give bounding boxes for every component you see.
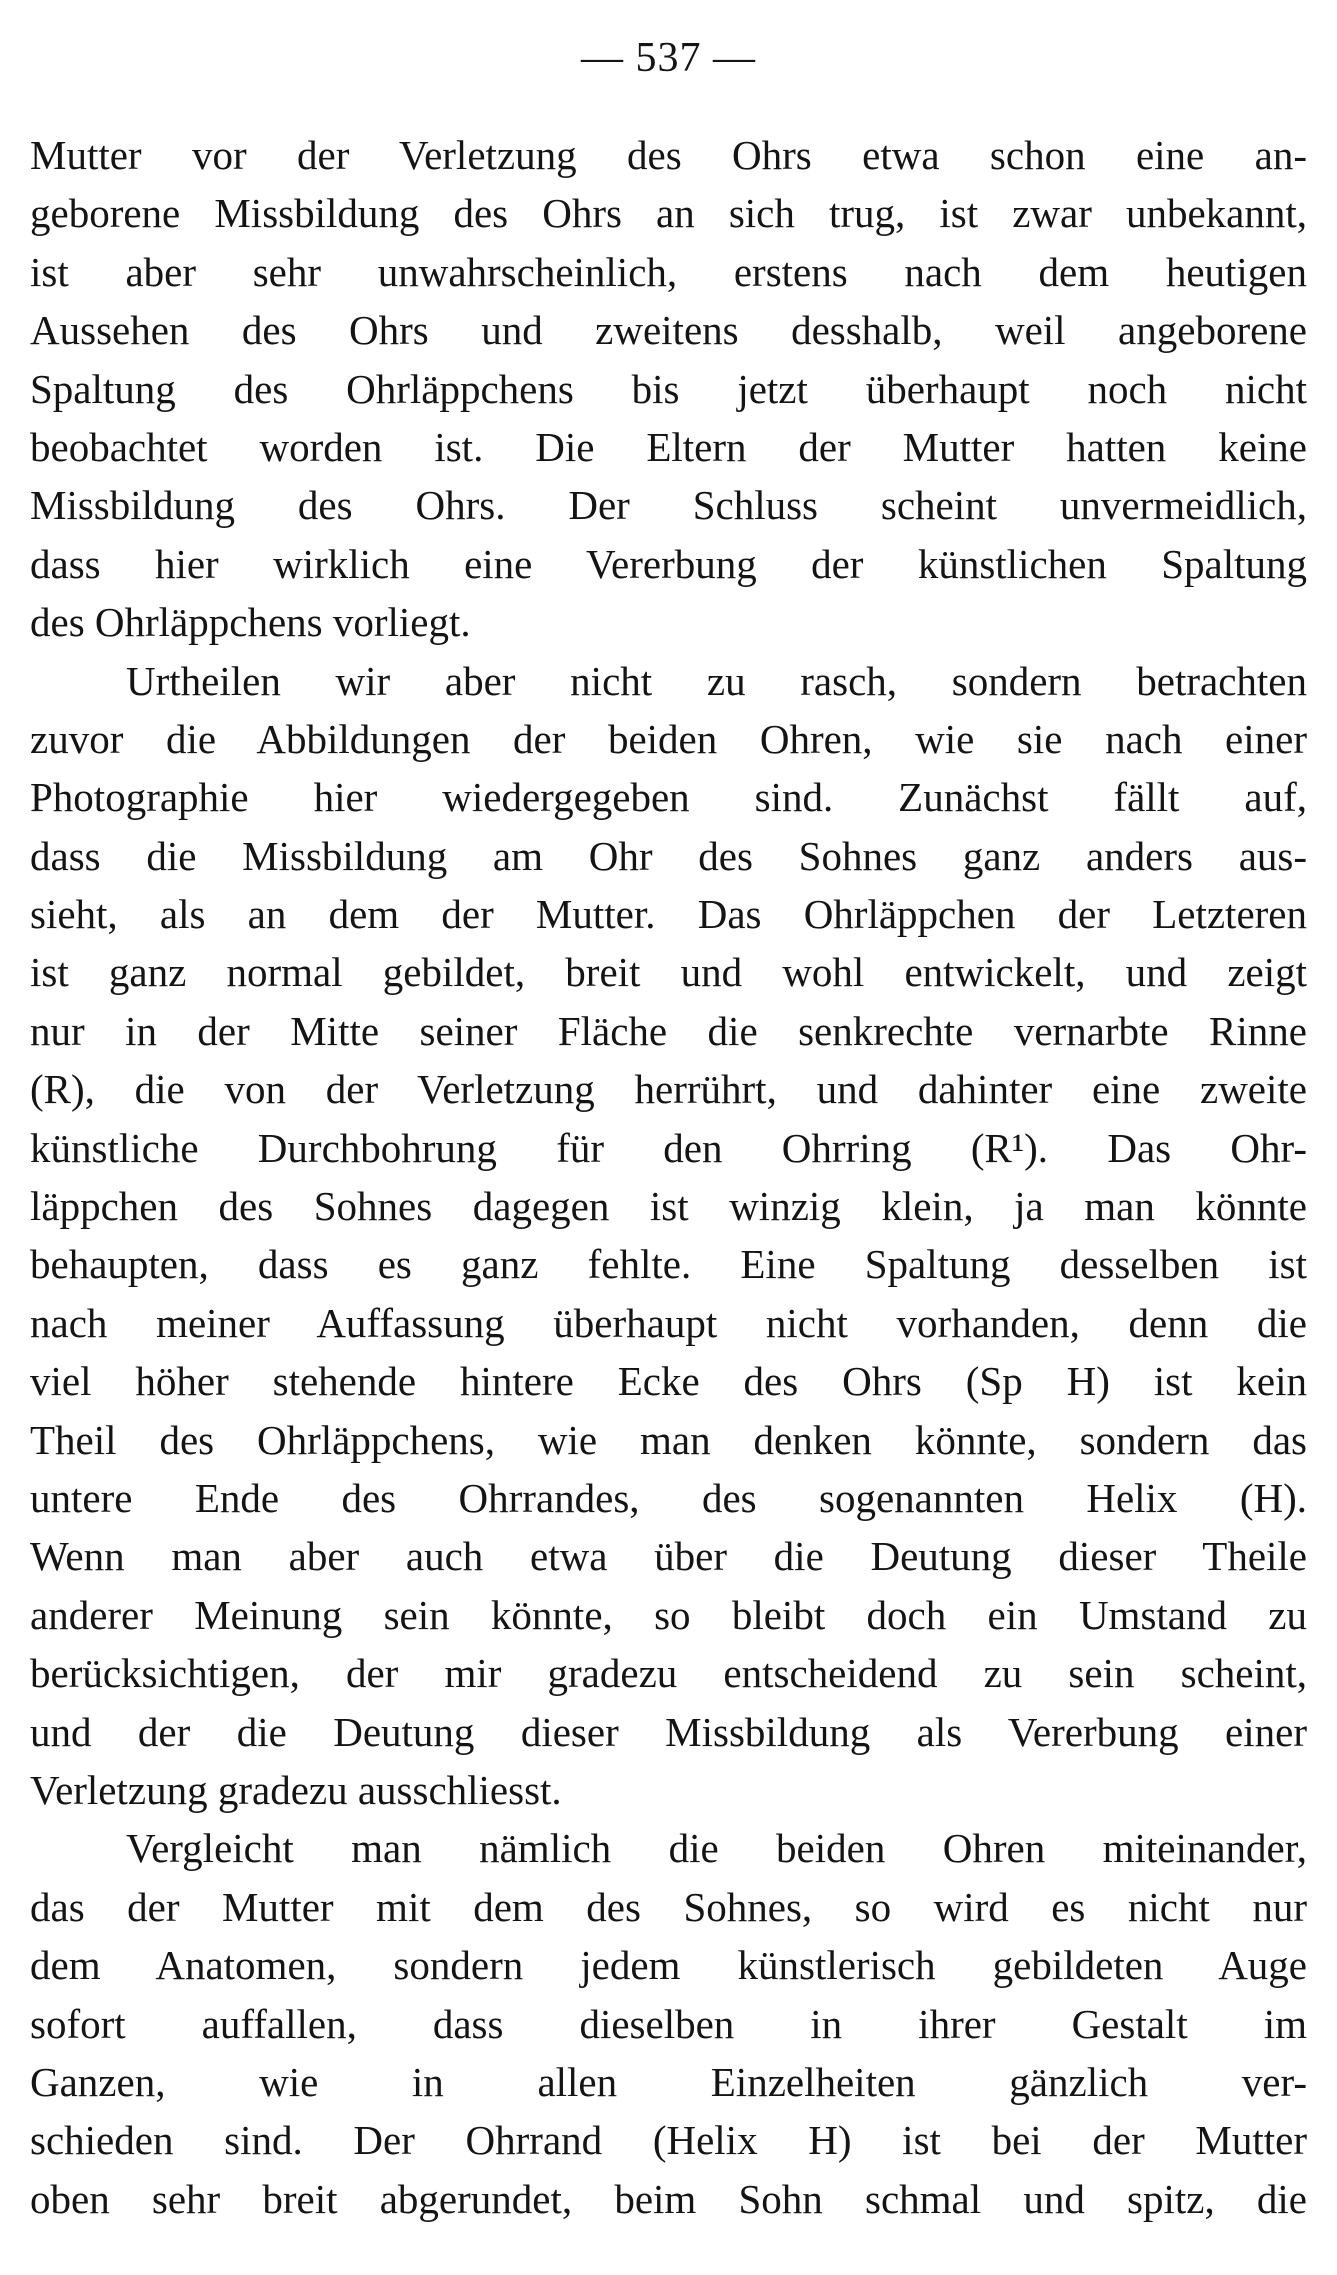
text-line: läppchen des Sohnes dagegen ist winzig klein, ja man könnte — [30, 1183, 1307, 1230]
body-text — [30, 126, 1307, 2228]
text-line: sieht, als an dem der Mutter. Das Ohrläppchen der Letzteren — [30, 891, 1307, 938]
text-line: schieden sind. Der Ohrrand (Helix H) ist bei der Mutter — [30, 2117, 1307, 2164]
text-line: Verletzung gradezu ausschliesst. — [30, 1766, 562, 1813]
paragraph — [30, 652, 1307, 1820]
paragraph — [30, 126, 1307, 652]
text-line: des Ohrläppchens vorliegt. — [30, 599, 471, 646]
text-line: Spaltung des Ohrläppchens bis jetzt überhaupt noch nicht — [30, 365, 1307, 412]
text-line: geborene Missbildung des Ohrs an sich trug, ist zwar unbekannt, — [30, 190, 1307, 237]
text-line: dass hier wirklich eine Vererbung der künstlichen Spaltung — [30, 540, 1307, 587]
text-line: berücksichtigen, der mir gradezu entscheidend zu sein scheint, — [30, 1650, 1307, 1697]
text-line: Mutter vor der Verletzung des Ohrs etwa schon eine an- — [30, 132, 1307, 178]
text-line: ist ganz normal gebildet, breit und wohl entwickelt, und zeigt — [30, 949, 1307, 996]
text-line: Wenn man aber auch etwa über die Deutung dieser Theile — [30, 1533, 1307, 1580]
text-line: oben sehr breit abgerundet, beim Sohn schmal und spitz, die — [30, 2175, 1307, 2222]
document-page — [30, 0, 1307, 2275]
text-line: künstliche Durchbohrung für den Ohrring (R¹). Das Ohr- — [30, 1124, 1307, 1171]
text-line: dem Anatomen, sondern jedem künstlerisch gebildeten Auge — [30, 1942, 1307, 1989]
text-line: Photographie hier wiedergegeben sind. Zunächst fällt auf, — [30, 774, 1307, 821]
text-line: sofort auffallen, dass dieselben in ihrer Gestalt im — [30, 2000, 1307, 2047]
text-line: viel höher stehende hintere Ecke des Ohrs (Sp H) ist kein — [30, 1358, 1307, 1405]
text-line: Missbildung des Ohrs. Der Schluss scheint unvermeidlich, — [30, 482, 1307, 529]
text-line: (R), die von der Verletzung herrührt, und dahinter eine zweite — [30, 1066, 1307, 1113]
text-line: ist aber sehr unwahrscheinlich, erstens nach dem heutigen — [30, 248, 1307, 295]
text-line: beobachtet worden ist. Die Eltern der Mutter hatten keine — [30, 423, 1307, 470]
text-line: und der die Deutung dieser Missbildung als Vererbung einer — [30, 1708, 1307, 1755]
text-line: Ganzen, wie in allen Einzelheiten gänzlich ver- — [30, 2058, 1307, 2105]
text-line: zuvor die Abbildungen der beiden Ohren, wie sie nach einer — [30, 715, 1307, 762]
text-line: Urtheilen wir aber nicht zu rasch, sondern betrachten — [126, 657, 1307, 704]
text-line: dass die Missbildung am Ohr des Sohnes ganz anders aus- — [30, 832, 1307, 879]
page-number: — 537 — — [581, 35, 756, 81]
paragraph — [30, 1819, 1307, 2228]
text-line: nach meiner Auffassung überhaupt nicht vorhanden, denn die — [30, 1299, 1307, 1346]
text-line: Theil des Ohrläppchens, wie man denken könnte, sondern das — [30, 1416, 1307, 1463]
text-line: nur in der Mitte seiner Fläche die senkrechte vernarbte Rinne — [30, 1007, 1307, 1054]
text-line: Aussehen des Ohrs und zweitens desshalb, weil angeborene — [30, 307, 1307, 354]
text-line: behaupten, dass es ganz fehlte. Eine Spaltung desselben ist — [30, 1241, 1307, 1288]
text-line: Vergleicht man nämlich die beiden Ohren miteinander, — [126, 1825, 1307, 1872]
text-line: das der Mutter mit dem des Sohnes, so wird es nicht nur — [30, 1883, 1307, 1930]
text-line: untere Ende des Ohrrandes, des sogenannten Helix (H). — [30, 1474, 1307, 1521]
text-line: anderer Meinung sein könnte, so bleibt doch ein Umstand zu — [30, 1591, 1307, 1638]
